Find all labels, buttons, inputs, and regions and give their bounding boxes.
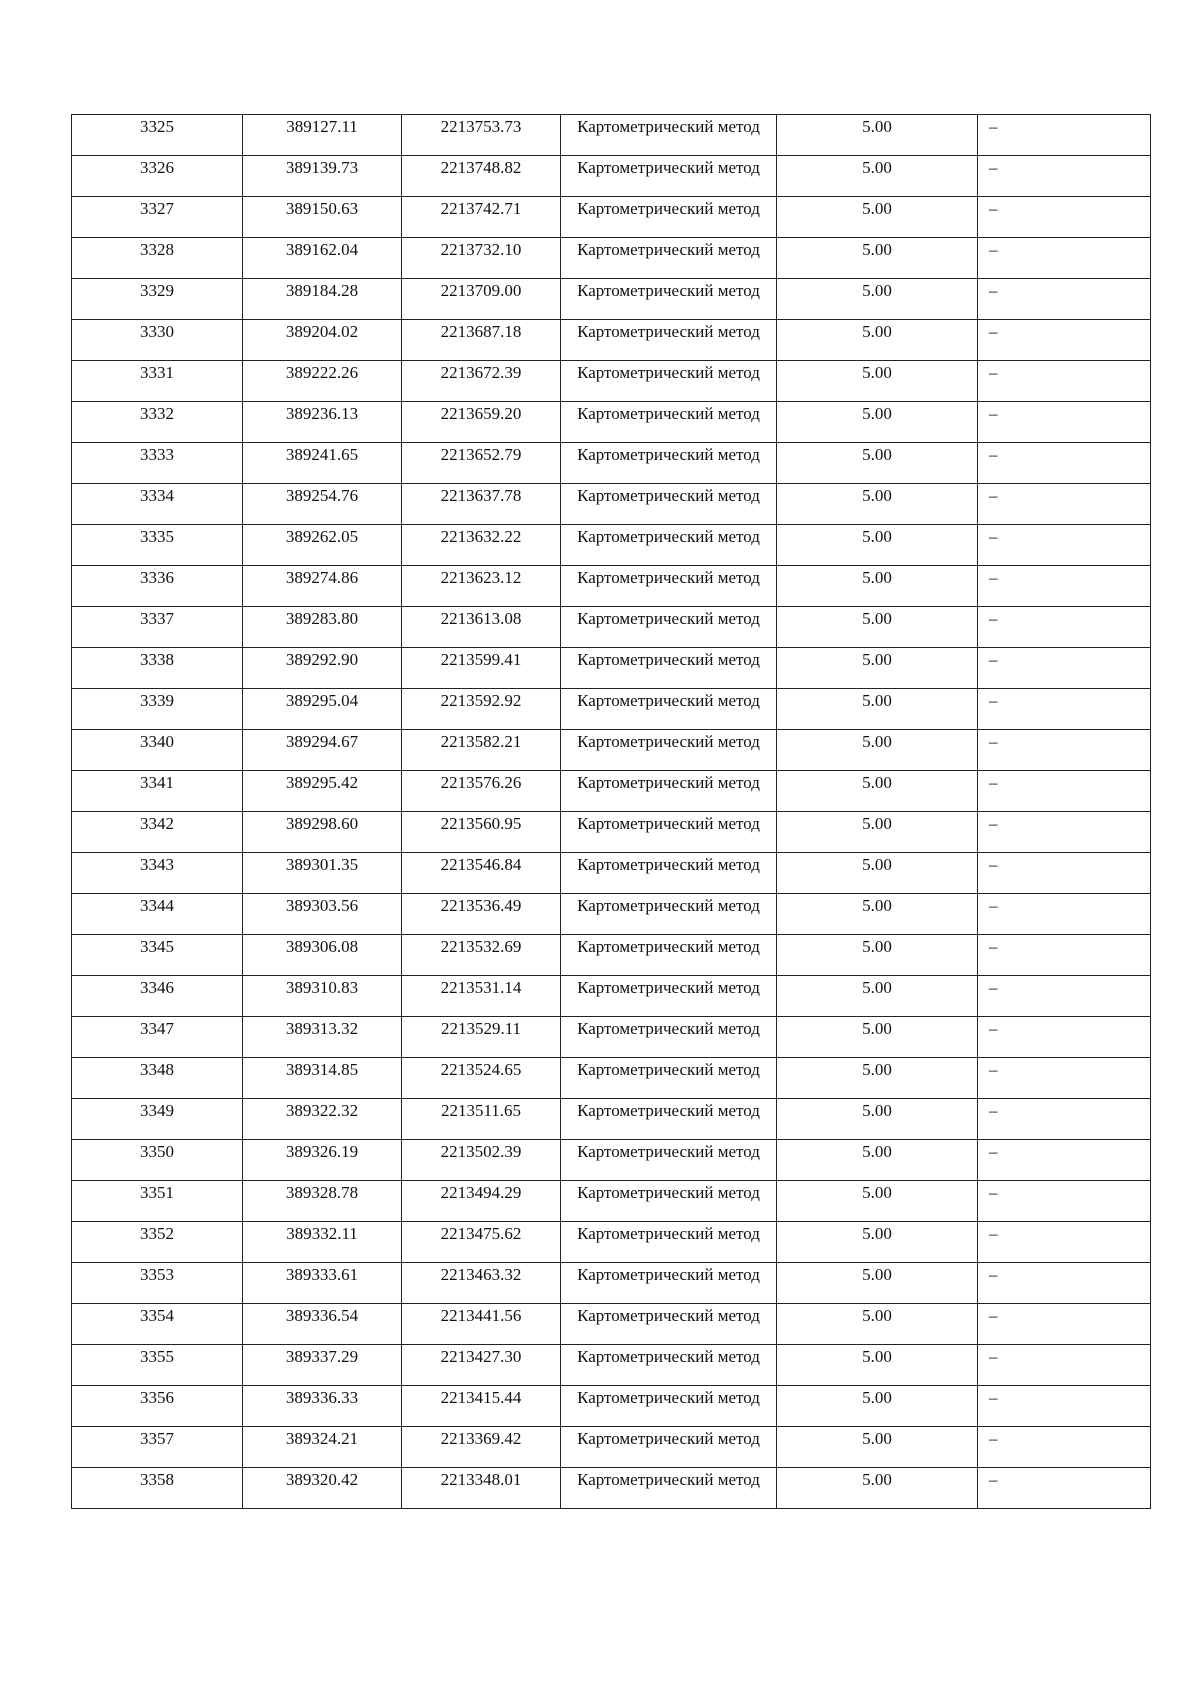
accuracy-cell: 5.00 (777, 1181, 978, 1222)
y-coordinate-cell: 2213576.26 (402, 771, 561, 812)
method-cell: Картометрический метод (561, 320, 777, 361)
point-number-cell: 3357 (72, 1427, 243, 1468)
y-coordinate-cell: 2213732.10 (402, 238, 561, 279)
x-coordinate-cell: 389295.04 (243, 689, 402, 730)
method-cell: Картометрический метод (561, 361, 777, 402)
accuracy-cell: 5.00 (777, 771, 978, 812)
accuracy-cell: 5.00 (777, 484, 978, 525)
note-cell: – (978, 115, 1151, 156)
note-cell: – (978, 648, 1151, 689)
note-cell: – (978, 1304, 1151, 1345)
table-row (72, 115, 1151, 156)
x-coordinate-cell: 389236.13 (243, 402, 402, 443)
method-cell: Картометрический метод (561, 525, 777, 566)
accuracy-cell: 5.00 (777, 1099, 978, 1140)
method-cell: Картометрический метод (561, 484, 777, 525)
point-number-cell: 3336 (72, 566, 243, 607)
method-cell: Картометрический метод (561, 648, 777, 689)
note-cell: – (978, 156, 1151, 197)
y-coordinate-cell: 2213475.62 (402, 1222, 561, 1263)
y-coordinate-cell: 2213748.82 (402, 156, 561, 197)
point-number-cell: 3339 (72, 689, 243, 730)
table-body (72, 115, 1151, 1509)
x-coordinate-cell: 389254.76 (243, 484, 402, 525)
accuracy-cell: 5.00 (777, 443, 978, 484)
accuracy-cell: 5.00 (777, 1468, 978, 1509)
point-number-cell: 3342 (72, 812, 243, 853)
note-cell: – (978, 443, 1151, 484)
y-coordinate-cell: 2213672.39 (402, 361, 561, 402)
note-cell: – (978, 771, 1151, 812)
accuracy-cell: 5.00 (777, 402, 978, 443)
accuracy-cell: 5.00 (777, 156, 978, 197)
note-cell: – (978, 853, 1151, 894)
x-coordinate-cell: 389184.28 (243, 279, 402, 320)
y-coordinate-cell: 2213652.79 (402, 443, 561, 484)
accuracy-cell: 5.00 (777, 1140, 978, 1181)
note-cell: – (978, 1468, 1151, 1509)
y-coordinate-cell: 2213632.22 (402, 525, 561, 566)
method-cell: Картометрический метод (561, 115, 777, 156)
table-row (72, 894, 1151, 935)
y-coordinate-cell: 2213511.65 (402, 1099, 561, 1140)
note-cell: – (978, 1386, 1151, 1427)
point-number-cell: 3358 (72, 1468, 243, 1509)
note-cell: – (978, 525, 1151, 566)
point-number-cell: 3348 (72, 1058, 243, 1099)
x-coordinate-cell: 389150.63 (243, 197, 402, 238)
accuracy-cell: 5.00 (777, 812, 978, 853)
x-coordinate-cell: 389322.32 (243, 1099, 402, 1140)
point-number-cell: 3331 (72, 361, 243, 402)
x-coordinate-cell: 389332.11 (243, 1222, 402, 1263)
x-coordinate-cell: 389337.29 (243, 1345, 402, 1386)
method-cell: Картометрический метод (561, 853, 777, 894)
accuracy-cell: 5.00 (777, 566, 978, 607)
table-row (72, 853, 1151, 894)
table-row (72, 976, 1151, 1017)
x-coordinate-cell: 389303.56 (243, 894, 402, 935)
table-row (72, 443, 1151, 484)
method-cell: Картометрический метод (561, 238, 777, 279)
point-number-cell: 3354 (72, 1304, 243, 1345)
point-number-cell: 3347 (72, 1017, 243, 1058)
method-cell: Картометрический метод (561, 1263, 777, 1304)
table-row (72, 566, 1151, 607)
point-number-cell: 3355 (72, 1345, 243, 1386)
method-cell: Картометрический метод (561, 976, 777, 1017)
note-cell: – (978, 976, 1151, 1017)
y-coordinate-cell: 2213415.44 (402, 1386, 561, 1427)
method-cell: Картометрический метод (561, 1304, 777, 1345)
note-cell: – (978, 1099, 1151, 1140)
x-coordinate-cell: 389333.61 (243, 1263, 402, 1304)
table-row (72, 648, 1151, 689)
point-number-cell: 3330 (72, 320, 243, 361)
method-cell: Картометрический метод (561, 1427, 777, 1468)
accuracy-cell: 5.00 (777, 115, 978, 156)
x-coordinate-cell: 389306.08 (243, 935, 402, 976)
x-coordinate-cell: 389326.19 (243, 1140, 402, 1181)
point-number-cell: 3333 (72, 443, 243, 484)
x-coordinate-cell: 389313.32 (243, 1017, 402, 1058)
note-cell: – (978, 238, 1151, 279)
method-cell: Картометрический метод (561, 730, 777, 771)
point-number-cell: 3352 (72, 1222, 243, 1263)
y-coordinate-cell: 2213592.92 (402, 689, 561, 730)
point-number-cell: 3340 (72, 730, 243, 771)
note-cell: – (978, 1140, 1151, 1181)
accuracy-cell: 5.00 (777, 935, 978, 976)
point-number-cell: 3353 (72, 1263, 243, 1304)
accuracy-cell: 5.00 (777, 1017, 978, 1058)
y-coordinate-cell: 2213582.21 (402, 730, 561, 771)
table-row (72, 197, 1151, 238)
x-coordinate-cell: 389320.42 (243, 1468, 402, 1509)
table-row (72, 279, 1151, 320)
y-coordinate-cell: 2213753.73 (402, 115, 561, 156)
y-coordinate-cell: 2213546.84 (402, 853, 561, 894)
x-coordinate-cell: 389162.04 (243, 238, 402, 279)
method-cell: Картометрический метод (561, 1099, 777, 1140)
point-number-cell: 3327 (72, 197, 243, 238)
accuracy-cell: 5.00 (777, 525, 978, 566)
accuracy-cell: 5.00 (777, 689, 978, 730)
point-number-cell: 3344 (72, 894, 243, 935)
x-coordinate-cell: 389328.78 (243, 1181, 402, 1222)
accuracy-cell: 5.00 (777, 1058, 978, 1099)
x-coordinate-cell: 389262.05 (243, 525, 402, 566)
x-coordinate-cell: 389336.33 (243, 1386, 402, 1427)
accuracy-cell: 5.00 (777, 361, 978, 402)
note-cell: – (978, 1017, 1151, 1058)
table-row (72, 1345, 1151, 1386)
note-cell: – (978, 812, 1151, 853)
x-coordinate-cell: 389310.83 (243, 976, 402, 1017)
table-row (72, 935, 1151, 976)
x-coordinate-cell: 389127.11 (243, 115, 402, 156)
accuracy-cell: 5.00 (777, 238, 978, 279)
note-cell: – (978, 484, 1151, 525)
note-cell: – (978, 320, 1151, 361)
y-coordinate-cell: 2213524.65 (402, 1058, 561, 1099)
method-cell: Картометрический метод (561, 1140, 777, 1181)
x-coordinate-cell: 389295.42 (243, 771, 402, 812)
y-coordinate-cell: 2213529.11 (402, 1017, 561, 1058)
note-cell: – (978, 402, 1151, 443)
method-cell: Картометрический метод (561, 1386, 777, 1427)
accuracy-cell: 5.00 (777, 1345, 978, 1386)
y-coordinate-cell: 2213709.00 (402, 279, 561, 320)
table-row (72, 1304, 1151, 1345)
method-cell: Картометрический метод (561, 607, 777, 648)
point-number-cell: 3328 (72, 238, 243, 279)
y-coordinate-cell: 2213441.56 (402, 1304, 561, 1345)
method-cell: Картометрический метод (561, 1222, 777, 1263)
table-row (72, 238, 1151, 279)
accuracy-cell: 5.00 (777, 1386, 978, 1427)
y-coordinate-cell: 2213613.08 (402, 607, 561, 648)
note-cell: – (978, 566, 1151, 607)
y-coordinate-cell: 2213742.71 (402, 197, 561, 238)
x-coordinate-cell: 389301.35 (243, 853, 402, 894)
note-cell: – (978, 607, 1151, 648)
method-cell: Картометрический метод (561, 197, 777, 238)
table-row (72, 812, 1151, 853)
x-coordinate-cell: 389204.02 (243, 320, 402, 361)
method-cell: Картометрический метод (561, 689, 777, 730)
table-row (72, 1181, 1151, 1222)
accuracy-cell: 5.00 (777, 1222, 978, 1263)
x-coordinate-cell: 389336.54 (243, 1304, 402, 1345)
table-row (72, 525, 1151, 566)
table-row (72, 1017, 1151, 1058)
method-cell: Картометрический метод (561, 156, 777, 197)
point-number-cell: 3341 (72, 771, 243, 812)
method-cell: Картометрический метод (561, 935, 777, 976)
x-coordinate-cell: 389241.65 (243, 443, 402, 484)
x-coordinate-cell: 389274.86 (243, 566, 402, 607)
y-coordinate-cell: 2213532.69 (402, 935, 561, 976)
point-number-cell: 3332 (72, 402, 243, 443)
note-cell: – (978, 1058, 1151, 1099)
x-coordinate-cell: 389294.67 (243, 730, 402, 771)
point-number-cell: 3349 (72, 1099, 243, 1140)
note-cell: – (978, 1345, 1151, 1386)
y-coordinate-cell: 2213599.41 (402, 648, 561, 689)
accuracy-cell: 5.00 (777, 730, 978, 771)
note-cell: – (978, 1181, 1151, 1222)
point-number-cell: 3335 (72, 525, 243, 566)
method-cell: Картометрический метод (561, 1345, 777, 1386)
accuracy-cell: 5.00 (777, 894, 978, 935)
y-coordinate-cell: 2213623.12 (402, 566, 561, 607)
y-coordinate-cell: 2213531.14 (402, 976, 561, 1017)
point-number-cell: 3346 (72, 976, 243, 1017)
y-coordinate-cell: 2213536.49 (402, 894, 561, 935)
method-cell: Картометрический метод (561, 402, 777, 443)
method-cell: Картометрический метод (561, 443, 777, 484)
accuracy-cell: 5.00 (777, 1427, 978, 1468)
note-cell: – (978, 935, 1151, 976)
x-coordinate-cell: 389314.85 (243, 1058, 402, 1099)
note-cell: – (978, 197, 1151, 238)
y-coordinate-cell: 2213659.20 (402, 402, 561, 443)
note-cell: – (978, 689, 1151, 730)
accuracy-cell: 5.00 (777, 1263, 978, 1304)
x-coordinate-cell: 389298.60 (243, 812, 402, 853)
y-coordinate-cell: 2213687.18 (402, 320, 561, 361)
method-cell: Картометрический метод (561, 1468, 777, 1509)
table-row (72, 730, 1151, 771)
accuracy-cell: 5.00 (777, 320, 978, 361)
table-row (72, 1222, 1151, 1263)
point-number-cell: 3326 (72, 156, 243, 197)
x-coordinate-cell: 389283.80 (243, 607, 402, 648)
method-cell: Картометрический метод (561, 812, 777, 853)
note-cell: – (978, 1222, 1151, 1263)
point-number-cell: 3351 (72, 1181, 243, 1222)
x-coordinate-cell: 389222.26 (243, 361, 402, 402)
table-row (72, 689, 1151, 730)
accuracy-cell: 5.00 (777, 976, 978, 1017)
table-row (72, 1427, 1151, 1468)
point-number-cell: 3338 (72, 648, 243, 689)
coordinates-table (71, 114, 1151, 1509)
table-row (72, 1386, 1151, 1427)
method-cell: Картометрический метод (561, 566, 777, 607)
method-cell: Картометрический метод (561, 1181, 777, 1222)
point-number-cell: 3345 (72, 935, 243, 976)
note-cell: – (978, 730, 1151, 771)
method-cell: Картометрический метод (561, 771, 777, 812)
accuracy-cell: 5.00 (777, 648, 978, 689)
point-number-cell: 3334 (72, 484, 243, 525)
point-number-cell: 3350 (72, 1140, 243, 1181)
accuracy-cell: 5.00 (777, 1304, 978, 1345)
y-coordinate-cell: 2213502.39 (402, 1140, 561, 1181)
point-number-cell: 3329 (72, 279, 243, 320)
method-cell: Картометрический метод (561, 279, 777, 320)
point-number-cell: 3343 (72, 853, 243, 894)
y-coordinate-cell: 2213348.01 (402, 1468, 561, 1509)
y-coordinate-cell: 2213427.30 (402, 1345, 561, 1386)
method-cell: Картометрический метод (561, 894, 777, 935)
point-number-cell: 3337 (72, 607, 243, 648)
method-cell: Картометрический метод (561, 1017, 777, 1058)
accuracy-cell: 5.00 (777, 279, 978, 320)
point-number-cell: 3325 (72, 115, 243, 156)
y-coordinate-cell: 2213463.32 (402, 1263, 561, 1304)
table-row (72, 771, 1151, 812)
y-coordinate-cell: 2213560.95 (402, 812, 561, 853)
method-cell: Картометрический метод (561, 1058, 777, 1099)
point-number-cell: 3356 (72, 1386, 243, 1427)
table-row (72, 484, 1151, 525)
table-row (72, 320, 1151, 361)
table-row (72, 1058, 1151, 1099)
x-coordinate-cell: 389292.90 (243, 648, 402, 689)
table-row (72, 607, 1151, 648)
x-coordinate-cell: 389139.73 (243, 156, 402, 197)
table-row (72, 1140, 1151, 1181)
table-row (72, 1099, 1151, 1140)
y-coordinate-cell: 2213369.42 (402, 1427, 561, 1468)
x-coordinate-cell: 389324.21 (243, 1427, 402, 1468)
note-cell: – (978, 279, 1151, 320)
note-cell: – (978, 1427, 1151, 1468)
note-cell: – (978, 361, 1151, 402)
accuracy-cell: 5.00 (777, 197, 978, 238)
table-row (72, 402, 1151, 443)
y-coordinate-cell: 2213494.29 (402, 1181, 561, 1222)
note-cell: – (978, 894, 1151, 935)
table-row (72, 361, 1151, 402)
y-coordinate-cell: 2213637.78 (402, 484, 561, 525)
note-cell: – (978, 1263, 1151, 1304)
table-row (72, 156, 1151, 197)
table-row (72, 1468, 1151, 1509)
accuracy-cell: 5.00 (777, 607, 978, 648)
table-row (72, 1263, 1151, 1304)
accuracy-cell: 5.00 (777, 853, 978, 894)
